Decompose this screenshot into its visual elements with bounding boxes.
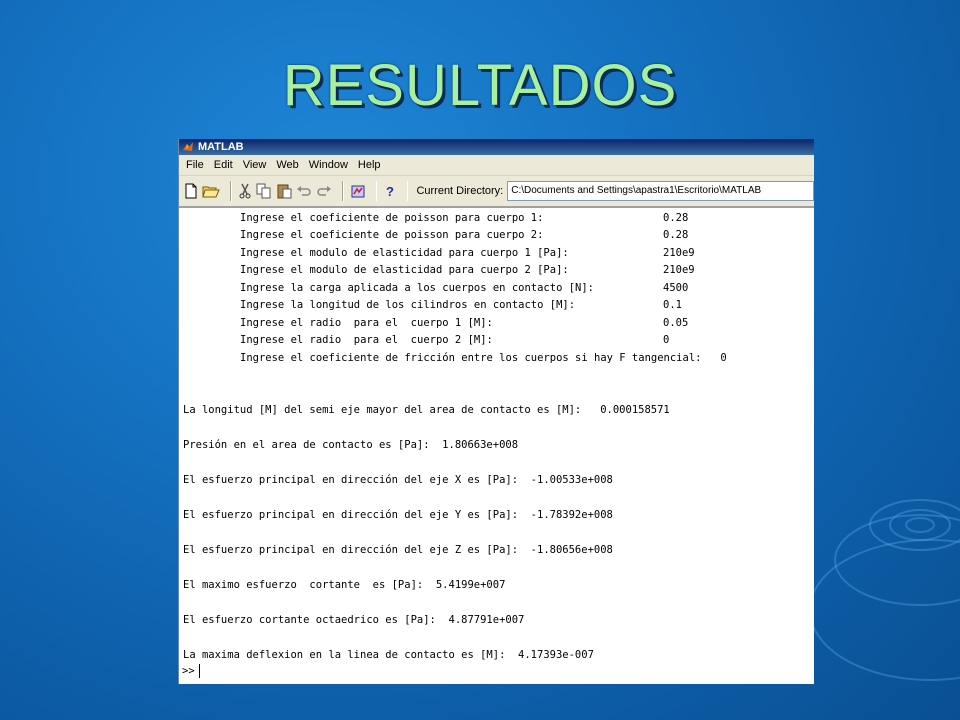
copy-icon[interactable] [256,182,272,200]
console-output-line: Presión en el area de contacto es [Pa]: 1.80663e+008 [183,439,519,451]
menu-view[interactable]: View [242,159,267,171]
console-input-label: Ingrese el coeficiente de poisson para cuerpo 1: [240,212,544,224]
console-output-line: La maxima deflexion en la linea de contacto es [M]: 4.17393e-007 [183,649,594,661]
console-input-value: 210e9 [663,247,695,259]
menu-file[interactable]: File [186,159,204,171]
toolbar [179,176,814,207]
toolbar-separator [407,181,409,201]
console-input-label: Ingrese la carga aplicada a los cuerpos en contacto [N]: [240,282,595,294]
current-directory-label: Current Directory: [416,185,504,197]
menu-bar [179,155,814,176]
command-window[interactable] [179,207,814,684]
redo-icon[interactable] [316,182,332,200]
matlab-logo-icon [182,141,194,153]
toolbar-separator [376,181,378,201]
new-file-icon[interactable] [184,182,198,200]
menu-window[interactable]: Window [308,159,348,171]
console-input-value: 0.28 [663,212,689,224]
console-input-label: Ingrese el coeficiente de poisson para cuerpo 2: [240,229,544,241]
console-input-label: Ingrese la longitud de los cilindros en contacto [M]: [240,299,576,311]
window-titlebar[interactable] [179,139,814,155]
console-input-label: Ingrese el radio para el cuerpo 2 [M]: [240,334,493,346]
console-input-label: Ingrese el modulo de elasticidad para cuerpo 1 [Pa]: [240,247,569,259]
console-input-value: 0.05 [663,317,689,329]
prompt-symbol: >> [182,665,195,677]
help-icon[interactable]: ? [385,183,394,199]
current-directory-field[interactable]: C:\Documents and Settings\apastra1\Escritorio\MATLAB [507,181,814,201]
text-cursor [199,664,200,678]
menu-help[interactable]: Help [357,159,381,171]
toolbar-separator [342,181,344,201]
console-input-label: Ingrese el modulo de elasticidad para cuerpo 2 [Pa]: [240,264,569,276]
console-output-line: El maximo esfuerzo cortante es [Pa]: 5.4199e+007 [183,579,506,591]
console-input-value: 0 [663,334,670,346]
undo-icon[interactable] [296,182,312,200]
matlab-window [178,139,814,684]
simulink-icon[interactable] [350,182,366,200]
console-output-line: El esfuerzo cortante octaedrico es [Pa]: 4.87791e+007 [183,614,525,626]
console-input-value: 4500 [663,282,689,294]
console-output-line: El esfuerzo principal en dirección del eje Z es [Pa]: -1.80656e+008 [183,544,613,556]
toolbar-separator [230,181,232,201]
window-title: MATLAB [198,141,244,153]
console-input-label: Ingrese el radio para el cuerpo 1 [M]: [240,317,493,329]
open-folder-icon[interactable] [202,182,220,200]
console-output-line: El esfuerzo principal en dirección del eje Y es [Pa]: -1.78392e+008 [183,509,613,521]
paste-icon[interactable] [276,182,292,200]
command-prompt[interactable] [182,664,200,678]
cut-icon[interactable] [238,182,252,200]
console-input-value: 210e9 [663,264,695,276]
console-input-value: 0.28 [663,229,689,241]
menu-web[interactable]: Web [276,159,299,171]
console-input-value: 0.1 [663,299,682,311]
console-output-line: La longitud [M] del semi eje mayor del area de contacto es [M]: 0.000158571 [183,404,670,416]
console-friction-line: Ingrese el coeficiente de fricción entre los cuerpos si hay F tangencial: 0 [240,352,727,364]
slide-title: RESULTADOS [282,53,678,118]
console-output-line: El esfuerzo principal en dirección del eje X es [Pa]: -1.00533e+008 [183,474,613,486]
menu-edit[interactable]: Edit [213,159,233,171]
